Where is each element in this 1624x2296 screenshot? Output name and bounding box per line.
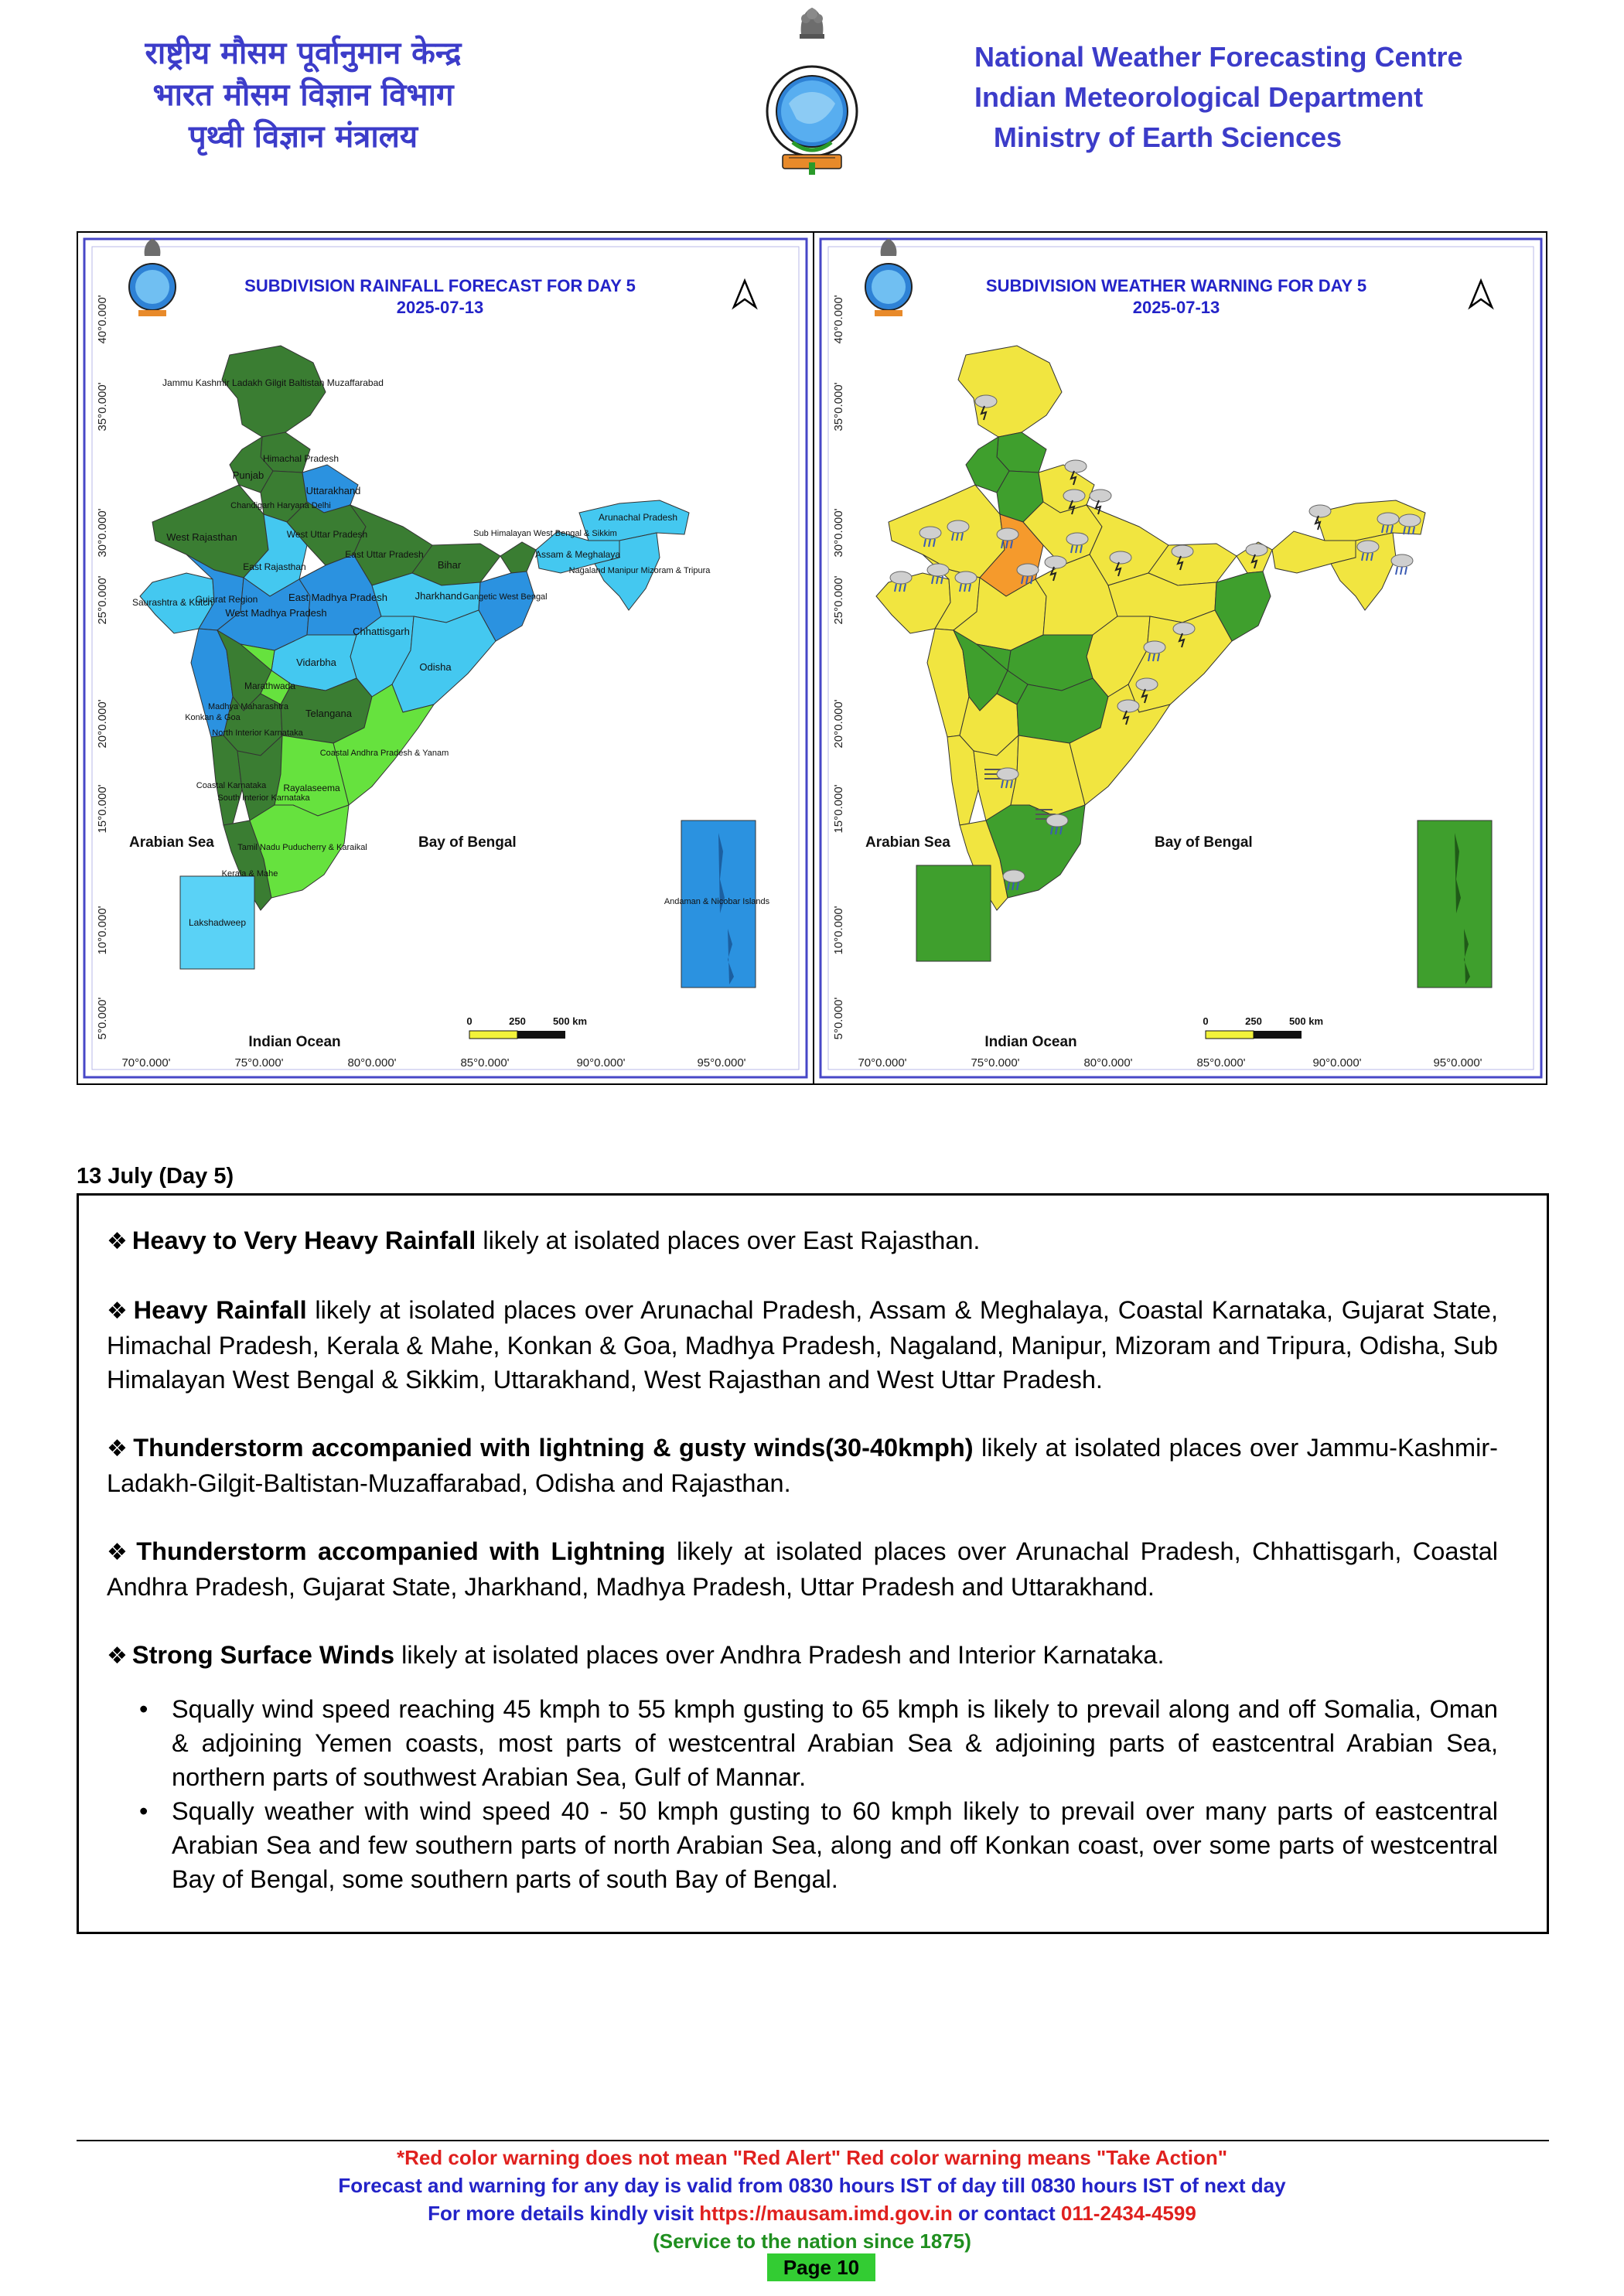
lakshadweep-inset [916, 865, 991, 961]
lon-tick-80: 80°0.000' [347, 1056, 397, 1070]
bullet-dot: • [139, 1797, 148, 1825]
lon-tick-75: 75°0.000' [234, 1056, 284, 1070]
warning-map-date: 2025-07-13 [1132, 298, 1220, 317]
label-east-up: East Uttar Pradesh [345, 549, 424, 560]
footer-contact [0, 2199, 1624, 2227]
label-himachal: Himachal Pradesh [262, 453, 339, 464]
rainfall-map-title: SUBDIVISION RAINFALL FORECAST FOR DAY 5 [244, 276, 636, 295]
footer-service-line: (Service to the nation since 1875) [653, 2229, 971, 2253]
lat-tick-35: 35°0.000' [832, 382, 845, 432]
footer-contact-text: For more details kindly visit [428, 2202, 700, 2225]
warning-text: likely at isolated places over Jammu-Kashmir-Ladakh-Gilgit-Baltistan-Muzaffarabad, Odisha and Rajasthan. [107, 1434, 1498, 1497]
warning-paragraph [107, 1293, 1498, 1397]
lon-tick-95: 95°0.000' [1433, 1056, 1482, 1070]
label-east-rajasthan: East Rajasthan [243, 561, 306, 572]
label-sik: South Interior Karnataka [217, 793, 310, 803]
label-nik: North Interior Karnataka [212, 728, 303, 738]
label-bay-of-bengal: Bay of Bengal [1155, 834, 1253, 851]
header-hindi-line-1: राष्ट्रीय मौसम पूर्वानुमान केन्द्र [145, 36, 462, 71]
lat-tick-30: 30°0.000' [96, 508, 109, 558]
warning-text-box [77, 1193, 1549, 1934]
lon-tick-75: 75°0.000' [971, 1056, 1020, 1070]
footer-website-link[interactable]: https://mausam.imd.gov.in [699, 2202, 953, 2225]
warning-heading: Heavy to Very Heavy Rainfall [131, 1226, 476, 1254]
label-assam: Assam & Meghalaya [534, 549, 621, 560]
label-gujarat-region: Gujarat Region [195, 594, 258, 605]
diamond-bullet-icon: ❖ [107, 1298, 129, 1325]
scale-label-500: 500 km [1288, 1015, 1324, 1027]
lat-tick-20: 20°0.000' [96, 699, 109, 749]
footer-contact-text-2: or contact [952, 2202, 1061, 2225]
warning-map-panel [814, 233, 1547, 1083]
diamond-bullet-icon: ❖ [107, 1435, 129, 1462]
label-west-rajasthan: West Rajasthan [166, 531, 237, 543]
label-bihar: Bihar [437, 559, 462, 571]
header-english-line-1: National Weather Forecasting Centre [974, 41, 1463, 73]
footer-red-warning: *Red color warning does not mean "Red Alert" Red color warning means "Take Action" [396, 2146, 1228, 2169]
scale-label-250: 250 [509, 1015, 526, 1027]
lat-tick-20: 20°0.000' [832, 699, 845, 749]
diamond-bullet-icon: ❖ [107, 1539, 132, 1566]
lat-tick-15: 15°0.000' [96, 784, 109, 834]
rainfall-map-panel [78, 233, 814, 1083]
label-rayalaseema: Rayalaseema [283, 783, 340, 793]
label-uttarakhand: Uttarakhand [305, 485, 361, 496]
label-odisha: Odisha [419, 661, 452, 673]
imd-emblem-icon [766, 3, 858, 181]
label-andaman: Andaman & Nicobar Islands [664, 897, 770, 906]
scale-label-0: 0 [466, 1015, 473, 1027]
header-hindi-title [71, 32, 535, 158]
lat-tick-30: 30°0.000' [832, 508, 845, 558]
bullet-dot: • [139, 1695, 148, 1723]
warning-heading: Strong Surface Winds [131, 1641, 395, 1669]
label-east-mp: East Madhya Pradesh [288, 592, 387, 603]
warning-text: likely at isolated places over East Rajasthan. [476, 1226, 981, 1254]
label-madhya-maharashtra: Madhya Maharashtra [208, 702, 288, 711]
footer-validity: Forecast and warning for any day is valid from 0830 hours IST of day till 0830 hours IST of next day [338, 2174, 1286, 2197]
label-jk: Jammu Kashmir Ladakh Gilgit Baltistan Muzaffarabad [162, 377, 384, 388]
label-kerala: Kerala & Mahe [221, 869, 278, 878]
header-hindi-line-3: पृथ्वी विज्ञान मंत्रालय [188, 119, 418, 155]
label-west-up: West Uttar Pradesh [286, 529, 368, 540]
warning-map-title: SUBDIVISION WEATHER WARNING FOR DAY 5 [985, 276, 1367, 295]
bullet-text: Squally wind speed reaching 45 kmph to 55 kmph gusting to 65 kmph is likely to prevail along and off Somalia, Oman & adjoining Yemen coasts, most parts of westcentral Arabian Sea & adjoining parts of eastcentral Arabian Sea, northern parts of southwest Arabian Sea, Gulf of Mannar. [172, 1695, 1498, 1791]
lon-tick-80: 80°0.000' [1083, 1056, 1133, 1070]
label-arabian-sea: Arabian Sea [129, 834, 214, 851]
label-jharkhand: Jharkhand [415, 590, 462, 602]
label-telangana: Telangana [305, 708, 352, 719]
label-nmmt: Nagaland Manipur Mizoram & Tripura [568, 566, 711, 575]
lat-tick-40: 40°0.000' [832, 295, 845, 344]
lat-tick-25: 25°0.000' [832, 575, 845, 625]
label-tamil-nadu: Tamil Nadu Puducherry & Karaikal [237, 843, 367, 852]
label-punjab: Punjab [232, 469, 264, 481]
warning-map [814, 233, 1547, 1083]
label-west-mp: West Madhya Pradesh [225, 607, 327, 619]
lat-tick-5: 5°0.000' [832, 997, 845, 1040]
label-konkan: Konkan & Goa [185, 713, 241, 722]
scale-label-250: 250 [1245, 1015, 1262, 1027]
list-item [139, 1692, 1498, 1794]
label-bay-of-bengal: Bay of Bengal [418, 834, 517, 851]
warning-heading: Thunderstorm accompanied with Lightning [136, 1537, 666, 1565]
andaman-nicobar-inset [1418, 820, 1492, 988]
lon-tick-85: 85°0.000' [1196, 1056, 1246, 1070]
lon-tick-90: 90°0.000' [576, 1056, 626, 1070]
lat-tick-5: 5°0.000' [96, 997, 109, 1040]
lon-tick-85: 85°0.000' [460, 1056, 510, 1070]
header-hindi-line-2: भारत मौसम विज्ञान विभाग [152, 77, 454, 113]
warning-text: likely at isolated places over Arunachal Pradesh, Assam & Meghalaya, Coastal Karnataka, Gujarat State, Himachal Pradesh, Kerala & Mahe, Konkan & Goa, Madhya Pradesh, Nagaland, Manipur, Mizoram and Tripura, Odisha, Sub Himalayan West Bengal & Sikkim, Uttarakhand, West Rajasthan and West Uttar Pradesh. [107, 1296, 1498, 1394]
page-number-badge: Page 10 [767, 2253, 875, 2281]
label-chhattisgarh: Chhattisgarh [353, 626, 410, 637]
lat-tick-25: 25°0.000' [96, 575, 109, 625]
header-english-title [974, 37, 1463, 158]
label-indian-ocean: Indian Ocean [248, 1034, 341, 1050]
lat-tick-35: 35°0.000' [96, 382, 109, 432]
warning-paragraph [107, 1638, 1498, 1673]
diamond-bullet-icon: ❖ [107, 1643, 128, 1670]
label-arunachal: Arunachal Pradesh [598, 512, 678, 523]
label-lakshadweep: Lakshadweep [188, 917, 247, 928]
map-panels [77, 231, 1547, 1085]
footer-divider [77, 2140, 1549, 2141]
label-vidarbha: Vidarbha [296, 657, 336, 668]
warning-text: likely at isolated places over Arunachal Pradesh, Chhattisgarh, Coastal Andhra Pradesh, Gujarat State, Jharkhand, Madhya Pradesh, Uttar Pradesh and Uttarakhand. [107, 1537, 1498, 1601]
rainfall-map-date: 2025-07-13 [396, 298, 484, 317]
scale-label-0: 0 [1203, 1015, 1209, 1027]
diamond-bullet-icon: ❖ [107, 1228, 128, 1255]
header-english-line-2: Indian Meteorological Department [974, 81, 1424, 113]
lat-tick-10: 10°0.000' [96, 906, 109, 955]
wind-bullet-list [107, 1692, 1498, 1896]
lon-tick-70: 70°0.000' [121, 1056, 171, 1070]
warning-text: likely at isolated places over Andhra Pradesh and Interior Karnataka. [394, 1641, 1165, 1669]
label-haryana: Chandigarh Haryana Delhi [230, 501, 331, 510]
label-marathwada: Marathwada [244, 681, 296, 691]
lon-tick-70: 70°0.000' [858, 1056, 907, 1070]
label-indian-ocean: Indian Ocean [984, 1034, 1077, 1050]
label-coastal-ap: Coastal Andhra Pradesh & Yanam [319, 749, 449, 758]
bullet-text: Squally weather with wind speed 40 - 50 kmph gusting to 60 kmph likely to prevail over many parts of eastcentral Arabian Sea and few southern parts of north Arabian Sea, along and off Konkan coast, over some parts of westcentral Bay of Bengal, some southern parts of south Bay of Bengal. [172, 1797, 1498, 1893]
header-english-line-3: Ministry of Earth Sciences [993, 121, 1343, 153]
lon-tick-95: 95°0.000' [697, 1056, 746, 1070]
label-saurashtra: Saurashtra & Kutch [131, 597, 213, 608]
footer-phone: 011-2434-4599 [1060, 2202, 1196, 2225]
warning-paragraph [107, 1534, 1498, 1604]
lat-tick-15: 15°0.000' [832, 784, 845, 834]
lon-tick-90: 90°0.000' [1312, 1056, 1362, 1070]
day-label: 13 July (Day 5) [77, 1164, 234, 1189]
warning-heading: Thunderstorm accompanied with lightning & gusty winds(30-40kmph) [133, 1434, 974, 1462]
scale-label-500: 500 km [552, 1015, 588, 1027]
label-shwb: Sub Himalayan West Bengal & Sikkim [473, 529, 617, 538]
rainfall-map [78, 233, 813, 1083]
label-gwb: Gangetic West Bengal [462, 592, 548, 602]
warning-paragraph [107, 1223, 1498, 1259]
label-arabian-sea: Arabian Sea [865, 834, 950, 851]
label-coastal-karnataka: Coastal Karnataka [196, 781, 267, 790]
list-item [139, 1794, 1498, 1896]
warning-paragraph [107, 1431, 1498, 1500]
lat-tick-40: 40°0.000' [96, 295, 109, 344]
lat-tick-10: 10°0.000' [832, 906, 845, 955]
warning-heading: Heavy Rainfall [133, 1296, 307, 1324]
